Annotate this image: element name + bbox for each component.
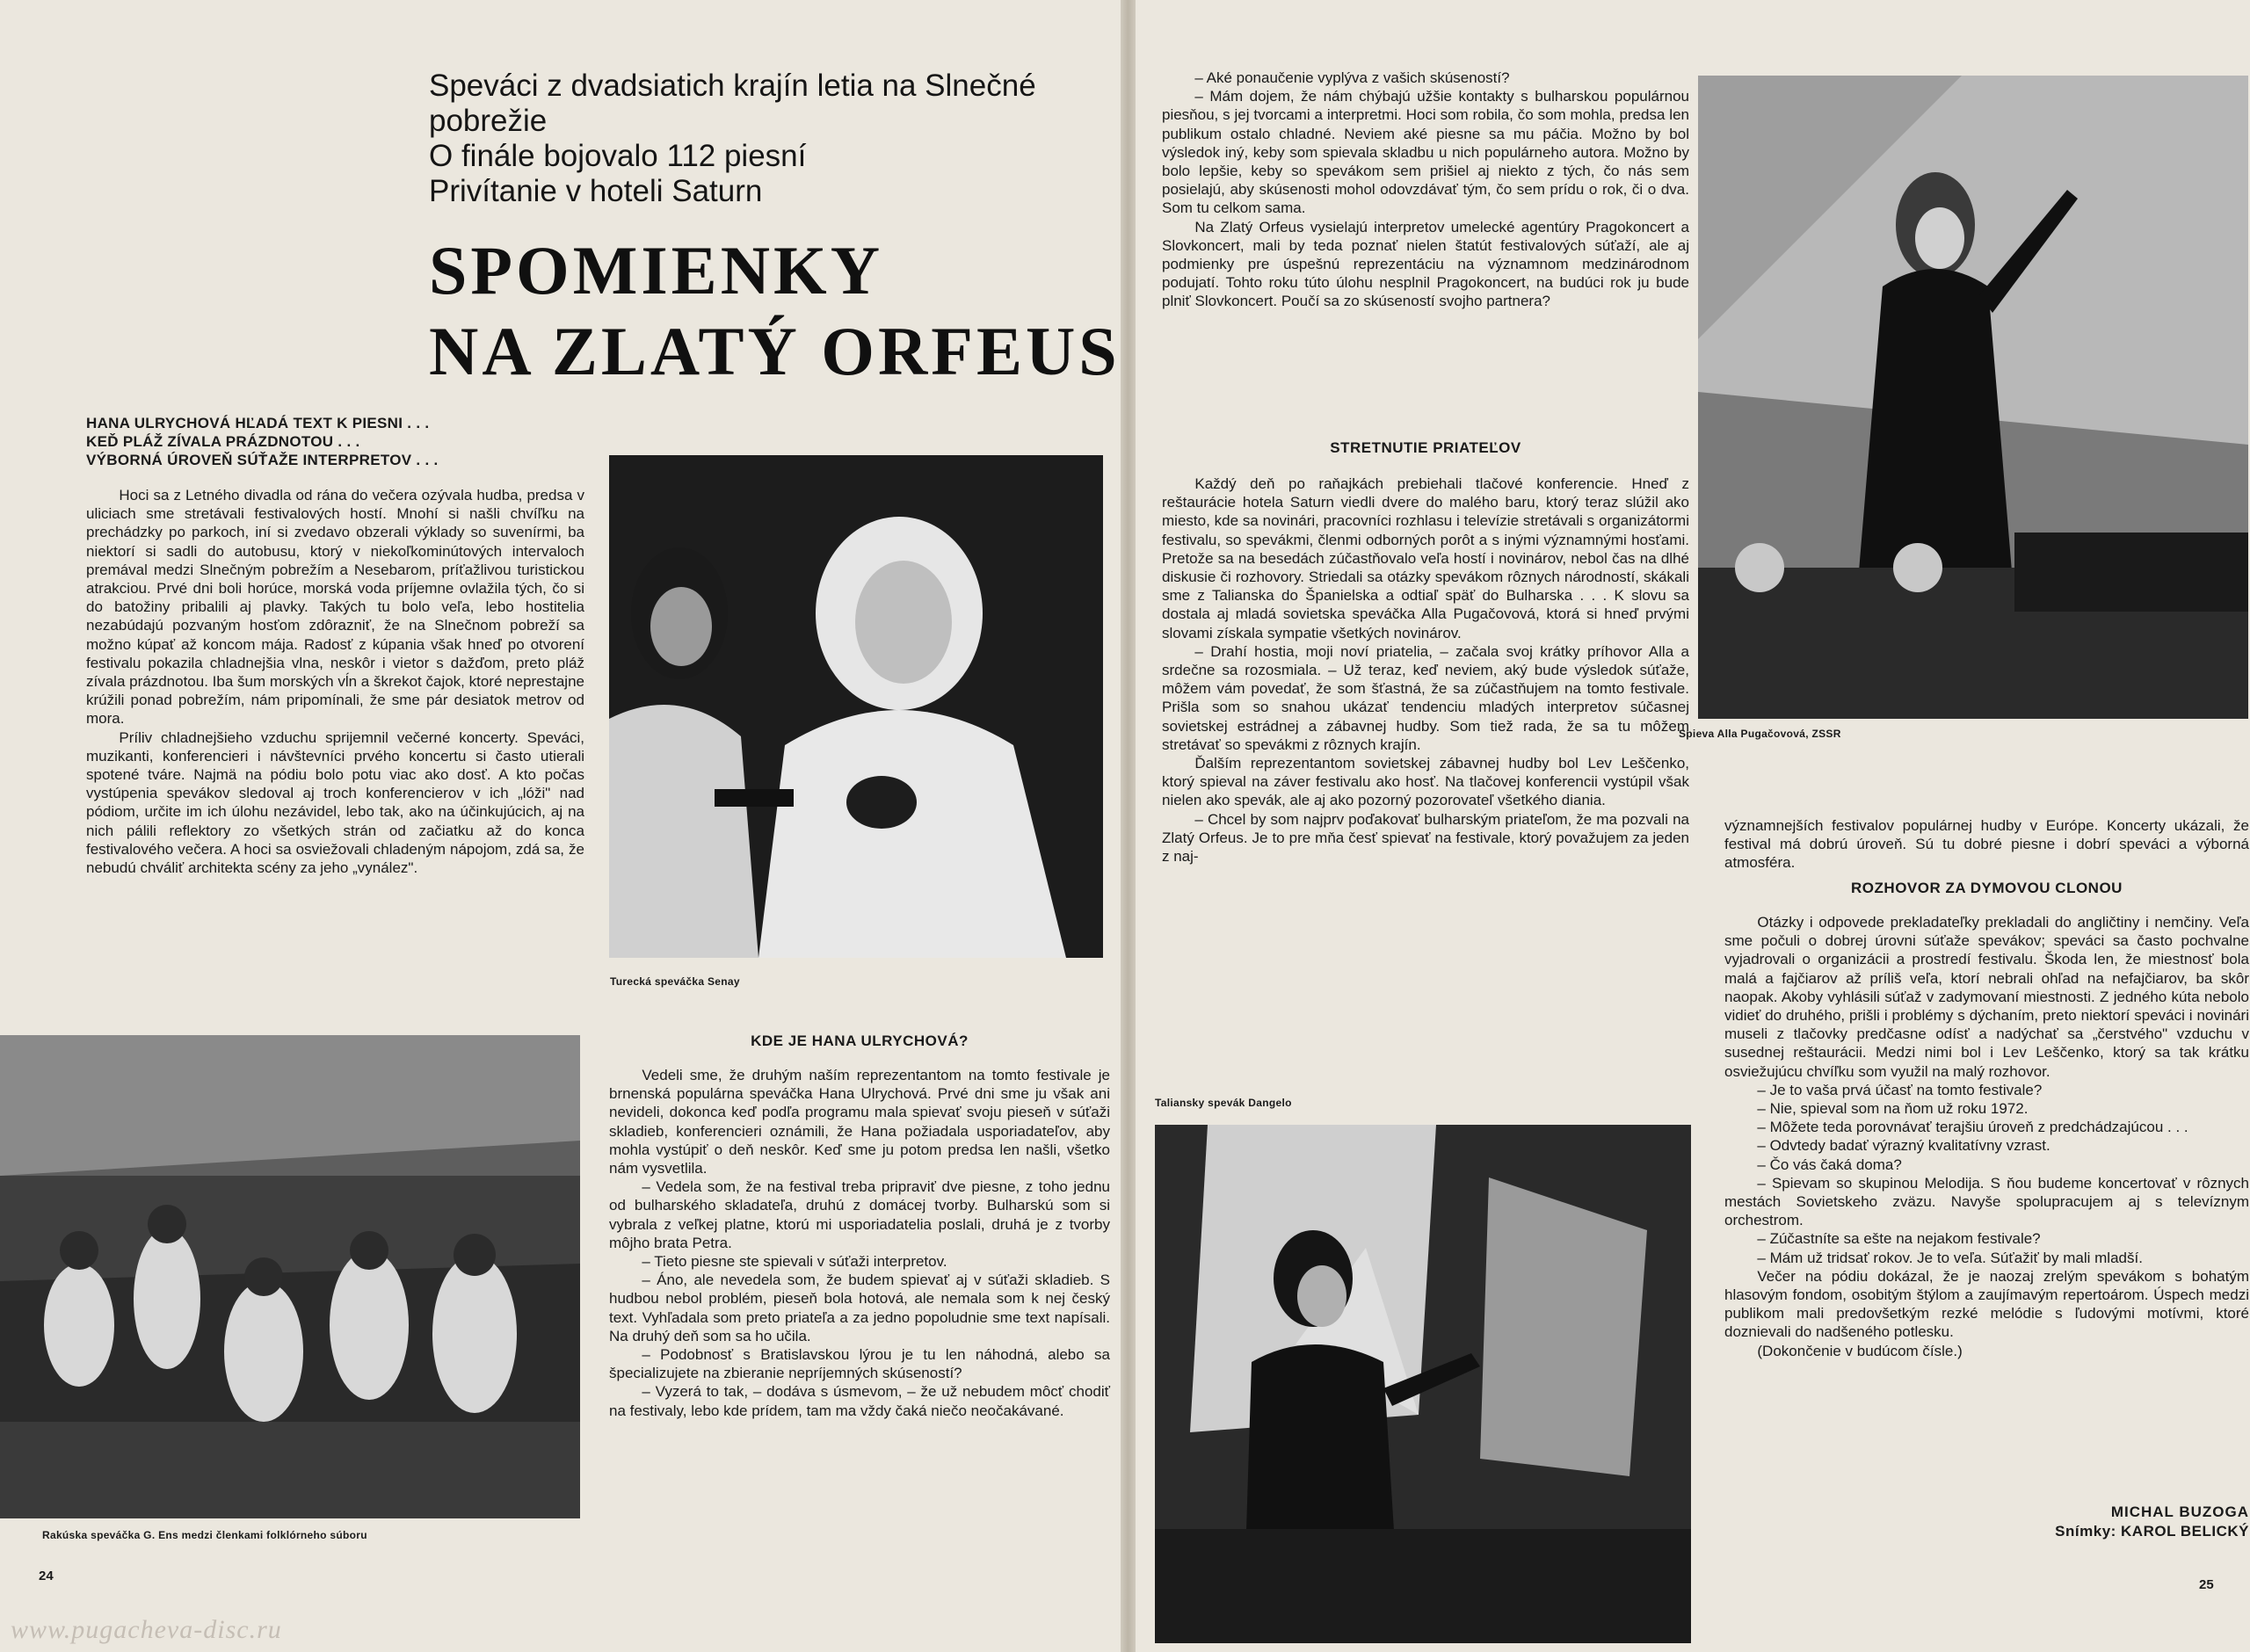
rozhovor-paragraph-3: – Nie, spieval som na ňom už roku 1972.	[1757, 1100, 2029, 1118]
deck-line-3: O finále bojovalo 112 piesní	[429, 139, 807, 173]
subhead-1: HANA ULRYCHOVÁ HĽADÁ TEXT K PIESNI . . .	[86, 415, 430, 431]
section-rozhovor-column	[1724, 913, 2249, 1360]
rozhovor-paragraph-8: – Zúčastníte sa ešte na nejakom festivale?	[1757, 1230, 2041, 1248]
deck-line-1: Speváci z dvadsiatich krajín letia na Slnečné	[429, 69, 1036, 103]
article-subheads	[86, 414, 578, 469]
right-page	[1136, 0, 2250, 1652]
continuation-paragraph: významnejších festivalov populárnej hudby v Európe. Koncerty ukázali, že festival má dobrú úroveň. Sú tu dobré piesne i dobrí speváci a výborná atmosféra.	[1724, 817, 2249, 872]
priatelov-paragraph-4: – Chcel by som najprv poďakovať bulharským priateľom, že ma pozvali na Zlatý Orfeus. Je to pre mňa česť spievať na festivale, ktorý považujem za jeden z naj-	[1162, 810, 1689, 866]
left-page	[0, 0, 1121, 1652]
caption-senay: Turecká speváčka Senay	[610, 975, 740, 988]
rozhovor-paragraph-2: – Je to vaša prvá účasť na tomto festivale?	[1757, 1081, 2043, 1098]
hana-paragraph-6: – Vyzerá to tak, – dodáva s úsmevom, – že už nebudem môcť chodiť na festivaly, lebo kde prídem, tam ma vždy čaká niečo neočakávané.	[609, 1383, 1110, 1419]
right-paragraph-3: Na Zlatý Orfeus vysielajú interpretov umelecké agentúry Pragokoncert a Slovkoncert, mali by teda poznať nielen štatút festivalových súťaží, ale aj podmienky pre úspešnú reprezentáciu na významnom medzinárodnom podujatí. Tohto roku túto úlohu nesplnil Pragokoncert, na budúci rok ju bude plniť Slovkoncert. Poučí sa zo skúseností svojho partnera?	[1162, 218, 1689, 310]
rozhovor-paragraph-5: – Odvtedy badať výrazný kvalitatívny vzrast.	[1757, 1137, 2050, 1155]
section-title-priatelov: STRETNUTIE PRIATEĽOV	[1330, 439, 1521, 456]
rozhovor-paragraph-7: – Spievam so skupinou Melodija. S ňou budeme koncertovať v rôznych mestách Sovietskeho zväzu. Navyše spolupracujem aj s televíznym orchestrom.	[1724, 1174, 2249, 1229]
section-title-hana: KDE JE HANA ULRYCHOVÁ?	[751, 1032, 969, 1049]
section-priatelov-column	[1162, 475, 1689, 866]
watermark: www.pugacheva-disc.ru	[11, 1615, 282, 1644]
section-title-rozhovor: ROZHOVOR ZA DYMOVOU CLONOU	[1851, 880, 2123, 896]
author-name: MICHAL BUZOGA	[2110, 1503, 2249, 1520]
rozhovor-paragraph-6: – Čo vás čaká doma?	[1757, 1156, 1902, 1173]
right-column-1-top	[1162, 69, 1689, 311]
headline-line-1: SPOMIENKY	[429, 232, 884, 308]
photo-credit: Snímky: KAROL BELICKÝ	[2055, 1523, 2249, 1540]
hana-paragraph-5: – Podobnosť s Bratislavskou lýrou je tu len náhodná, alebo sa špecializujete na zbieranie nepríjemných skúseností?	[609, 1346, 1110, 1382]
right-column-2-top	[1724, 816, 2249, 873]
deck-line-2: pobrežie	[429, 104, 548, 138]
subhead-2: KEĎ PLÁŽ ZÍVALA PRÁZDNOTOU . . .	[86, 433, 360, 450]
rozhovor-paragraph-9: – Mám už tridsať rokov. Je to veľa. Súťažiť by mali mladší.	[1757, 1249, 2143, 1266]
page-number-right: 25	[2199, 1577, 2214, 1592]
rozhovor-paragraph-4: – Môžete teda porovnávať terajšiu úroveň z predchádzajúcou . . .	[1757, 1119, 2188, 1136]
priatelov-paragraph-1: Každý deň po raňajkách prebiehali tlačové konferencie. Hneď z reštaurácie hotela Saturn viedli dvere do malého baru, ktorý teraz slúžil ako miesto, kde sa novinári, pracovníci rozhlasu i televízie stretávali s organizátormi festivalu, so spevákmi, členmi odborných porôt a s inými významnými hosťami. Pretože sa na besedách zúčastňovalo veľa hostí i novinárov, nebol čas na dlhé diskusie či rozhovory. Striedali sa otázky spevákom rôznych národností, skákali sme z Talianska do Španielska a odtiaľ späť do Bulharska . . . K slovu sa dostala aj mladá sovietska speváčka Alla Pugačovová, ktorá si hneď prvými slovami získala sympatie všetkých novinárov.	[1162, 475, 1689, 641]
page-number-left: 24	[39, 1569, 54, 1583]
right-paragraph-1: – Aké ponaučenie vyplýva z vašich skúseností?	[1194, 69, 1510, 86]
rozhovor-paragraph-11: (Dokončenie v budúcom čísle.)	[1757, 1342, 1963, 1359]
author-signature	[1927, 1503, 2249, 1541]
caption-dangelo: Taliansky spevák Dangelo	[1155, 1097, 1292, 1109]
rozhovor-paragraph-1: Otázky i odpovede prekladateľky prekladali do angličtiny i nemčiny. Veľa sme počuli o dobrej úrovni súťaže spevákov; speváci sa často pochvalne vyjadrovali o organizácii a prostredí festivalu. Škoda len, že miestnosť bola malá a fajčiarov až príliš veľa, ktorí nebrali ohľad na nefajčiarov, ba skôr naopak. Akoby vyhlásili súťaž v zadymovaní miestnosti. Z jedného kúta nebolo vidieť do druhého, prišli i problémy s dýchaním, preto niektorí speváci i novinári museli z tlačovky predčasne odísť a nadýchať sa „čerstvého" vzduchu v susednej reštaurácii. Medzi nimi bol i Lev Leščenko, ktorý sa tak krátku osviežujúcu chvíľku som využil na malý rozhovor.	[1724, 914, 2249, 1080]
caption-ens: Rakúska speváčka G. Ens medzi členkami folklórneho súboru	[42, 1529, 367, 1541]
section-hana-column	[609, 1066, 1110, 1420]
photo-dangelo	[1155, 1125, 1691, 1643]
page-gutter	[1121, 0, 1136, 1652]
hana-paragraph-3: – Tieto piesne ste spievali v súťaži interpretov.	[642, 1253, 947, 1271]
right-paragraph-2: – Mám dojem, že nám chýbajú užšie kontakty s bulharskou populárnou piesňou, s jej tvorcami a interpretmi. Hoci som robila, čo som mohla, predsa len publikum ostalo chladné. Neviem aké piesne sa mu páčia. Možno by bol výsledok iný, keby som spievala skladbu u nich populárneho autora. Možno by bolo lepšie, keby so spevákom sem prišiel aj niekto z tých, čo nás sem posielajú, aby skúsenosti mohol odovzdávať tým, čo sem prídu o rok, či o dva. Som tu celkom sama.	[1162, 88, 1689, 217]
intro-paragraph-1: Hoci sa z Letného divadla od rána do večera ozývala hudba, predsa v uliciach sme stretávali festivalových hostí. Mnohí si našli chvíľku na prechádzky po parkoch, iní si zvedavo obzerali výklady so suvenírmi, ba niektorí si sadli do autobusu, ktorý v niekoľkominútových intervaloch premával medzi Slnečným pobrežím a Nesebarom, príťažlivou turistickou atrakciou. Prvé dni boli horúce, morská voda príjemne ovlažila tých, čo si do batožiny pribalili aj plavky. Takých tu bolo veľa, lebo hostitelia nezabúdajú pozvaným hosťom zdôrazniť, že na Slnečnom pobreží sa možno kúpať až koncom mája. Radosť z kúpania však hneď po otvorení festivalu pokazila chladnejšia vlna, neskôr i vietor s dažďom, preto pláž zívala prázdnotou. Iba šum morských vĺn a škrekot čajok, ktoré neprestajne krúžili ponad pobrežím, nám pripomínali, že sme pár desiatok metrov od mora.	[86, 487, 584, 728]
article-deck	[429, 69, 1114, 209]
headline-line-2: NA ZLATÝ ORFEUS	[429, 313, 1121, 389]
photo-alla	[1698, 76, 2248, 719]
hana-paragraph-1: Vedeli sme, že druhým naším reprezentantom na tomto festivale je brnenská populárna speváčka Hana Ulrychová. Prvé dni sme ju však ani nevideli, dokonca keď podľa programu mala spievať svoju pieseň v súťaži skladieb, konferencieri oznámili, že Hana požiadala usporiadateľov, aby mohla vystúpiť o deň neskôr. Keď sme ju potom predsa len našli, všetko nám vysvetlila.	[609, 1067, 1110, 1177]
hana-paragraph-4: – Áno, ale nevedela som, že budem spievať aj v súťaži skladieb. S hudbou nebol problém, pieseň bola hotová, ale nemala som k nej český text. Vyhľadala som preto priateľa a za jedno popoludnie sme text napísali. Na druhý deň som sa ho učila.	[609, 1272, 1110, 1344]
rozhovor-paragraph-10: Večer na pódiu dokázal, že je naozaj zrelým spevákom s bohatým hlasovým fondom, osobitým štýlom a zaujímavým repertoárom. Úspech medzi publikom mali predovšetkým rezké melódie s ľudovými motívmi, ktoré doznievali do nadšeného potlesku.	[1724, 1267, 2249, 1341]
article-headline	[429, 230, 1121, 392]
photo-senay	[609, 455, 1103, 958]
priatelov-paragraph-3: Ďalším reprezentantom sovietskej zábavnej hudby bol Lev Leščenko, ktorý spieval na záver festivalu ako hosť. Na tlačovej konferencii vystúpil však nielen ako spevák, ale aj ako pozorný pozorovateľ všetkého diania.	[1162, 755, 1689, 809]
intro-column	[86, 486, 584, 877]
photo-ens	[0, 1035, 580, 1518]
caption-alla: Spieva Alla Pugačovová, ZSSR	[1679, 728, 1841, 740]
priatelov-paragraph-2: – Drahí hostia, moji noví priatelia, – začala svoj krátky príhovor Alla a srdečne sa rozosmiala. – Už teraz, keď neviem, aký bude výsledok súťaže, môžem vám povedať, že som šťastná, že sa zúčastňujem na tomto festivale. Prišla som so snahou ukázať tendenciu mladých interpretov súčasnej sovietskej estrádnej a zábavnej hudby. Som tiež rada, že sa tu môžem stretávať so spevákmi z rôznych krajín.	[1162, 642, 1689, 753]
intro-paragraph-2: Príliv chladnejšieho vzduchu sprijemnil večerné koncerty. Speváci, muzikanti, konferencieri i návštevníci prvého koncertu si často utierali spotené tváre. Najmä na pódiu bolo potu viac ako dosť. A kto počas vystúpenia spevákov sledoval aj troch konferencierov v ich „lóži" nad pódiom, určite im ich úlohu nezávidel, lebo tak, ako na účinkujúcich, aj na nich pálili reflektory zo všetkých strán od začiatku až do konca festivalového večera. A hoci sa osviežovali chladeným nápojom, zdá sa, že nebudú chváliť architekta scény za jeho „vynález".	[86, 728, 584, 877]
deck-line-4: Privítanie v hoteli Saturn	[429, 174, 763, 208]
hana-paragraph-2: – Vedela som, že na festival treba pripraviť dve piesne, z toho jednu od bulharského skladateľa, druhú z domácej tvorby. Bulharskú som si vybrala z veľkej platne, ktorú mi usporiadatelia poslali, druhá je z tvorby môjho brata Petra.	[609, 1178, 1110, 1251]
subhead-3: VÝBORNÁ ÚROVEŇ SÚŤAŽE INTERPRETOV . . .	[86, 452, 439, 468]
